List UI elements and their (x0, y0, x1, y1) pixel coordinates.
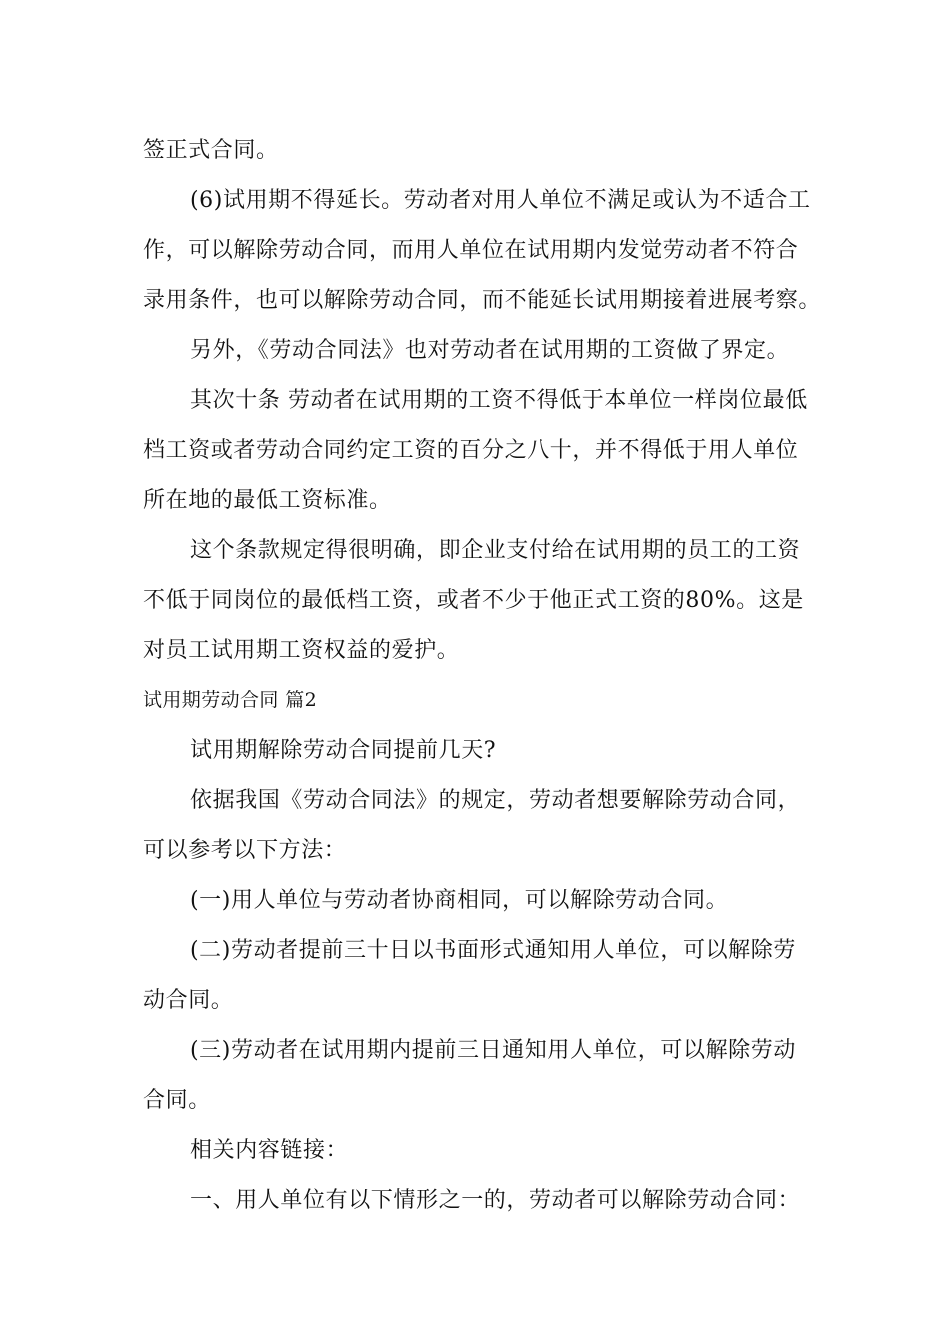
text-line: 所在地的最低工资标准。 (143, 488, 392, 513)
section-heading: 试用期劳动合同 篇2 (143, 689, 318, 711)
text-line: 动合同。 (143, 988, 234, 1013)
text-line: 试用期解除劳动合同提前几天? (190, 738, 497, 763)
text-line: 录用条件，也可以解除劳动合同，而不能延长试用期接着进展考察。 (143, 288, 822, 313)
text-line: 对员工试用期工资权益的爱护。 (143, 638, 460, 663)
text-line: 不低于同岗位的最低档工资，或者不少于他正式工资的80%。这是 (143, 588, 804, 613)
text-line: 依据我国《劳动合同法》的规定，劳动者想要解除劳动合同， (190, 788, 801, 813)
text-line: 可以参考以下方法： (143, 838, 347, 863)
text-line: 这个条款规定得很明确，即企业支付给在试用期的员工的工资 (190, 538, 801, 563)
text-line: 档工资或者劳动合同约定工资的百分之八十，并不得低于用人单位 (143, 438, 799, 463)
text-line: 相关内容链接： (190, 1138, 349, 1163)
text-line: 另外，《劳动合同法》也对劳动者在试用期的工资做了界定。 (190, 338, 790, 363)
text-line: 签正式合同。 (143, 138, 279, 163)
text-line: (6)试用期不得延长。劳动者对用人单位不满足或认为不适合工 (190, 188, 811, 213)
text-line: 作，可以解除劳动合同，而用人单位在试用期内发觉劳动者不符合 (143, 238, 799, 263)
text-line: (三)劳动者在试用期内提前三日通知用人单位，可以解除劳动 (190, 1038, 796, 1063)
text-line: 其次十条 劳动者在试用期的工资不得低于本单位一样岗位最低 (190, 388, 808, 413)
text-line: 一、用人单位有以下情形之一的，劳动者可以解除劳动合同： (190, 1188, 801, 1213)
text-line: (二)劳动者提前三十日以书面形式通知用人单位，可以解除劳 (190, 938, 796, 963)
text-line: (一)用人单位与劳动者协商相同，可以解除劳动合同。 (190, 888, 729, 913)
text-line: 合同。 (143, 1088, 211, 1113)
